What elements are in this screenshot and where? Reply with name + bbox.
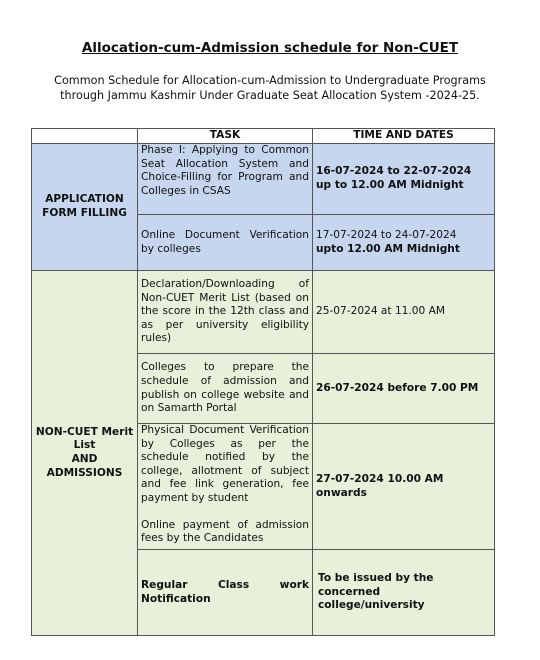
task-cell: Online Document Verification by colleges — [138, 215, 313, 271]
category-line: ADMISSIONS — [46, 466, 123, 479]
category-line: APPLICATION — [45, 193, 124, 206]
category-line: FORM FILLING — [42, 207, 127, 219]
category-application — [32, 144, 138, 271]
header-task: TASK — [138, 129, 313, 144]
time-cell: 25-07-2024 at 11.00 AM — [313, 271, 495, 354]
task-text: Online payment of admission fees by the Candidates — [141, 518, 309, 545]
table-header-row — [32, 129, 495, 144]
task-cell: Regular Class work Notification — [138, 550, 313, 636]
time-line: onwards — [316, 486, 367, 499]
time-cell — [313, 550, 495, 636]
time-line: upto 12.00 AM Midnight — [316, 242, 460, 255]
table-row — [32, 144, 495, 215]
time-line: To be issued by the concerned — [318, 572, 434, 598]
time-cell: 26-07-2024 before 7.00 PM — [313, 354, 495, 424]
header-category — [32, 129, 138, 144]
task-cell: Phase I: Applying to Common Seat Allocation System and Choice-Filling for Program and Colleges in CSAS — [138, 144, 313, 215]
time-cell — [313, 215, 495, 271]
time-line: 27-07-2024 10.00 AM — [316, 472, 444, 485]
category-line: NON-CUET Merit — [35, 425, 134, 438]
table-row — [32, 271, 495, 354]
task-cell: Declaration/Downloading of Non-CUET Merit List (based on the score in the 12th class and as per university eligibility rules) — [138, 271, 313, 354]
subtitle-line: through Jammu Kashmir Under Graduate Seat Allocation System -2024-25. — [60, 89, 480, 102]
category-non-cuet — [32, 271, 138, 636]
task-cell: Colleges to prepare the schedule of admission and publish on college website and on Samarth Portal — [138, 354, 313, 424]
task-text: Physical Document Verification by Colleges as per the schedule notified by the college, allotment of subject and fee link generation, fee payment by student — [141, 424, 309, 504]
time-line: up to 12.00 AM Midnight — [316, 179, 464, 191]
time-line: 16-07-2024 to 22-07-2024 — [316, 165, 472, 178]
time-cell — [313, 424, 495, 550]
time-line: college/university — [318, 599, 425, 612]
document-title: Allocation-cum-Admission schedule for Non-CUET — [81, 40, 459, 56]
subtitle-line: Common Schedule for Allocation-cum-Admission to Undergraduate Programs — [54, 74, 486, 87]
document-subtitle — [40, 73, 500, 103]
task-cell — [138, 424, 313, 550]
category-line: AND — [71, 453, 98, 465]
time-cell — [313, 144, 495, 215]
time-line: 17-07-2024 to 24-07-2024 — [316, 228, 457, 241]
schedule-table — [31, 128, 495, 636]
header-time: TIME AND DATES — [313, 129, 495, 144]
category-line: List — [73, 439, 96, 452]
